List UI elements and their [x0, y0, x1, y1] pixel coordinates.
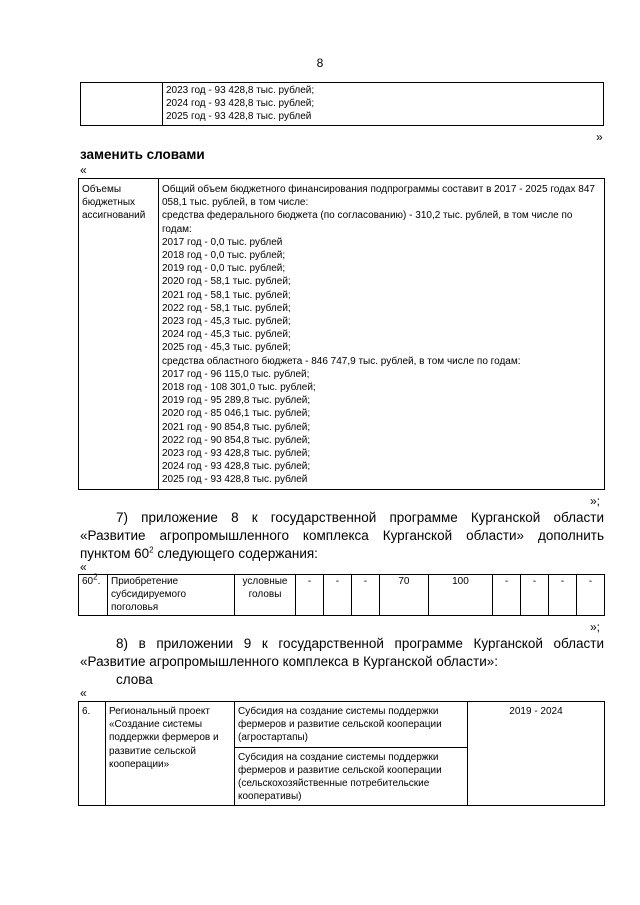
table-line: 2024 год - 93 428,8 тыс. рублей; — [166, 98, 315, 110]
paragraph-line: слова — [116, 672, 153, 687]
table-line: 2024 год - 93 428,8 тыс. рублей; — [162, 461, 311, 473]
paragraph-text: пунктом 60 — [80, 546, 150, 561]
table-line: 2020 год - 85 046,1 тыс. рублей; — [162, 408, 311, 420]
budget-details — [159, 179, 605, 490]
subsidy-cell: Субсидия на создание системы поддержки фермеров и развитие сельской кооперации (агростартапы) — [235, 702, 468, 748]
table-line: 2019 год - 0,0 тыс. рублей; — [162, 263, 286, 275]
page-number: 8 — [316, 56, 324, 70]
open-quote: « — [80, 686, 87, 700]
table-line: 2019 год - 95 289,8 тыс. рублей; — [162, 395, 311, 407]
value-cell: - — [493, 575, 521, 616]
period-cell: 2019 - 2024 — [468, 702, 605, 806]
budget-table — [78, 178, 605, 490]
subsidy-cell: Субсидия на создание системы поддержки фермеров и развитие сельской кооперации (сельскохозяйственные потребительские кооперативы) — [235, 747, 468, 806]
project-table — [78, 701, 605, 806]
table-line: 2018 год - 0,0 тыс. рублей; — [162, 250, 286, 262]
row-number: $60^2$. — [79, 575, 108, 616]
value-cell: 100 — [428, 575, 492, 616]
table-line: 2021 год - 58,1 тыс. рублей; — [162, 289, 291, 301]
close-quote: »; — [590, 620, 601, 634]
superscript: 2 — [93, 572, 98, 582]
empty-label-cell — [81, 83, 163, 126]
paragraph-7 — [80, 509, 604, 563]
value-cell: 70 — [379, 575, 428, 616]
row-number: 6. — [79, 702, 106, 806]
open-quote: « — [80, 163, 87, 177]
table-line: 2023 год - 45,3 тыс. рублей; — [162, 316, 291, 328]
table-line: 2023 год - 93 428,8 тыс. рублей; — [162, 448, 311, 460]
paragraph-text: следующего содержания: — [153, 546, 318, 561]
value-cell: - — [296, 575, 324, 616]
table-line: 2024 год - 45,3 тыс. рублей; — [162, 329, 291, 341]
table-line: 2025 год - 93 428,8 тыс. рублей — [166, 111, 312, 123]
paragraph-line — [80, 545, 604, 563]
row-number-text: 60 — [82, 576, 94, 587]
table-line: 2022 год - 58,1 тыс. рублей; — [162, 302, 291, 314]
value-cell: - — [520, 575, 548, 616]
continuation-table — [80, 82, 604, 126]
table-line: 2021 год - 90 854,8 тыс. рублей; — [162, 421, 311, 433]
table-line: 2017 год - 96 115,0 тыс. рублей; — [162, 368, 310, 380]
item-name: Приобретение субсидируемого поголовья — [108, 575, 235, 616]
table-line: средства федерального бюджета (по согласованию) - 310,2 тыс. рублей, в том числе по годам: — [162, 210, 573, 235]
value-cell: - — [323, 575, 351, 616]
open-quote: « — [80, 560, 87, 574]
value-cell: - — [576, 575, 604, 616]
value-cell: - — [351, 575, 379, 616]
table-line: 2020 год - 58,1 тыс. рублей; — [162, 276, 291, 288]
close-quote: »; — [590, 494, 601, 508]
funding-cell — [163, 83, 604, 126]
paragraph-8 — [80, 635, 604, 689]
paragraph-line: «Развитие агропромышленного комплекса Курганской области» дополнить — [80, 528, 604, 543]
value-cell: - — [548, 575, 576, 616]
paragraph-line: 8) в приложении 9 к государственной программе Курганской области — [116, 636, 604, 651]
table-line: 2025 год - 45,3 тыс. рублей; — [162, 342, 291, 354]
livestock-table — [78, 574, 605, 616]
table-line: 2025 год - 93 428,8 тыс. рублей — [162, 474, 308, 486]
paragraph-line: «Развитие агропромышленного комплекса в Курганской области»: — [80, 654, 499, 669]
table-line: 2018 год - 108 301,0 тыс. рублей; — [162, 382, 316, 394]
budget-label: Объемы бюджетных ассигнований — [79, 179, 159, 490]
table-line: 2017 год - 0,0 тыс. рублей — [162, 236, 283, 248]
project-name: Региональный проект «Создание системы поддержки фермеров и развитие сельской кооперации» — [106, 702, 235, 806]
unit-cell: условные головы — [235, 575, 296, 616]
paragraph-line: 7) приложение 8 к государственной программе Курганской области — [116, 510, 604, 525]
superscript: 2 — [149, 545, 154, 555]
table-line: средства областного бюджета - 846 747,9 тыс. рублей, в том числе по годам: — [162, 355, 521, 367]
replace-words-text: заменить словами — [80, 147, 205, 162]
close-quote: » — [596, 130, 603, 144]
table-line: 2022 год - 90 854,8 тыс. рублей; — [162, 434, 311, 446]
table-line: Общий объем бюджетного финансирования подпрограммы составит в 2017 - 2025 годах 847 058,1 тыс. рублей, в том числе: — [162, 184, 595, 209]
table-line: 2023 год - 93 428,8 тыс. рублей; — [166, 85, 315, 96]
